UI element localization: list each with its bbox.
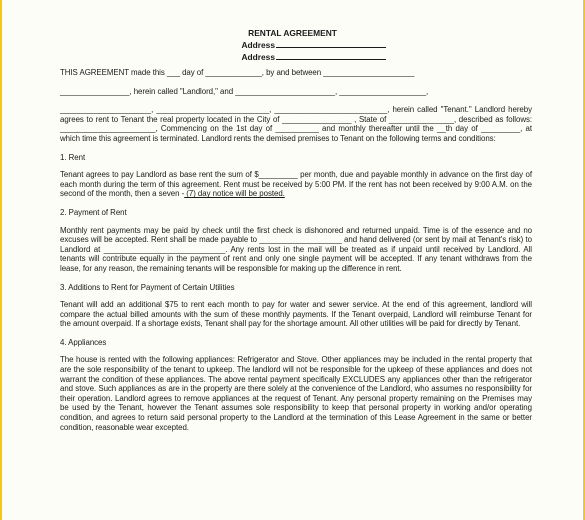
intro-line-1: THIS AGREEMENT made this ___ day of _____________, by and between _____________________ (60, 68, 415, 77)
section-heading-rent: 1. Rent (60, 152, 86, 162)
section-text-payment: Monthly rent payments may be paid by check until the first check is dishonored and returned unpaid. Time is of the essence and no excuses will be accepted. Rent shall be made payable to ___________________ and hand delivered (or sent by mail at Tenant's risk) to Landlord at ____________________________. Any rents lost in the mail will be treated as if unpaid until received by Landlord. All tenants will contribute equally in the payment of rent and only one single payment will be accepted. If any tenant withdraws from the lease, for any reason, the remaining tenants will be responsible for making up the difference in rent. (60, 225, 532, 273)
address-line-2 (276, 51, 386, 60)
notice-text: (7) day notice will be posted. (184, 189, 285, 199)
section-heading-appliances: 4. Appliances (60, 337, 107, 347)
section-heading-utilities: 3. Additions to Rent for Payment of Certain Utilities (60, 282, 235, 292)
rent-text: Tenant agrees to pay Landlord as base rent the sum of $_________ per month, due and payable monthly in advance on the first day of each month during the term of this agreement. Rent must be received by 5:00 PM. If the rent has not been received by 9:00 A.M. on the second of the month, then a seven - (60, 170, 532, 199)
address-label-2: Address (241, 52, 275, 62)
document-header (2, 28, 583, 63)
address-line-1 (276, 39, 386, 48)
bottom-fade (2, 480, 583, 520)
section-heading-payment: 2. Payment of Rent (60, 207, 127, 217)
address-label-1: Address (241, 40, 275, 50)
section-text-utilities: Tenant will add an additional $75 to rent each month to pay for water and sewer service. At the end of this agreement, landlord will compare the actual billed amounts with the sum of these monthly payments. If the Tenant overpaid, Landlord will reimburse Tenant for the amount overpaid. If a shortage exists, Tenant shall pay for the shortage amount. All other utilities will be paid for directly by Tenant. (60, 300, 532, 329)
document-title: RENTAL AGREEMENT (248, 28, 337, 38)
document-body (60, 68, 532, 432)
section-text-rent (60, 170, 532, 199)
section-text-appliances: The house is rented with the following appliances: Refrigerator and Stove. Other appliances may be included in the rental property that are the sole responsibility of the tenant to upkeep. The landlord will not be responsible for the upkeep of these appliances and does not warrant the condition of these appliances. The above rental payment specifically EXCLUDES any appliances other than the refrigerator and stove. Such appliances as are in the property are there solely at the convenience of the Landlord, who assumes no responsibility for their operation. Landlord agrees to remove appliances at the request of Tenant. Any personal property remaining on the Premises may be used by the Tenant, however the Tenant assumes sole responsibility to keep that personal property in working and/or operating condition, and agrees to return said personal property to the Landlord at the termination of this Lease Agreement in the same or better condition, reasonable wear excepted. (60, 355, 532, 432)
intro-line-2: ________________, herein called "Landlord," and _______________________, ____________________, (60, 86, 429, 96)
intro-paragraph: _____________________, __________________________, __________________________, herein called "Tenant." Landlord hereby agrees to rent to Tenant the real property located in the City of ________________ , State of _______________, described as follows: ______________________, Commencing on the 1st day of __________ and monthly thereafter until the __th day of _________, at which time this agreement is terminated. Landlord rents the demised premises to Tenant on the following terms and conditions: (60, 105, 532, 143)
document-page (2, 0, 583, 520)
